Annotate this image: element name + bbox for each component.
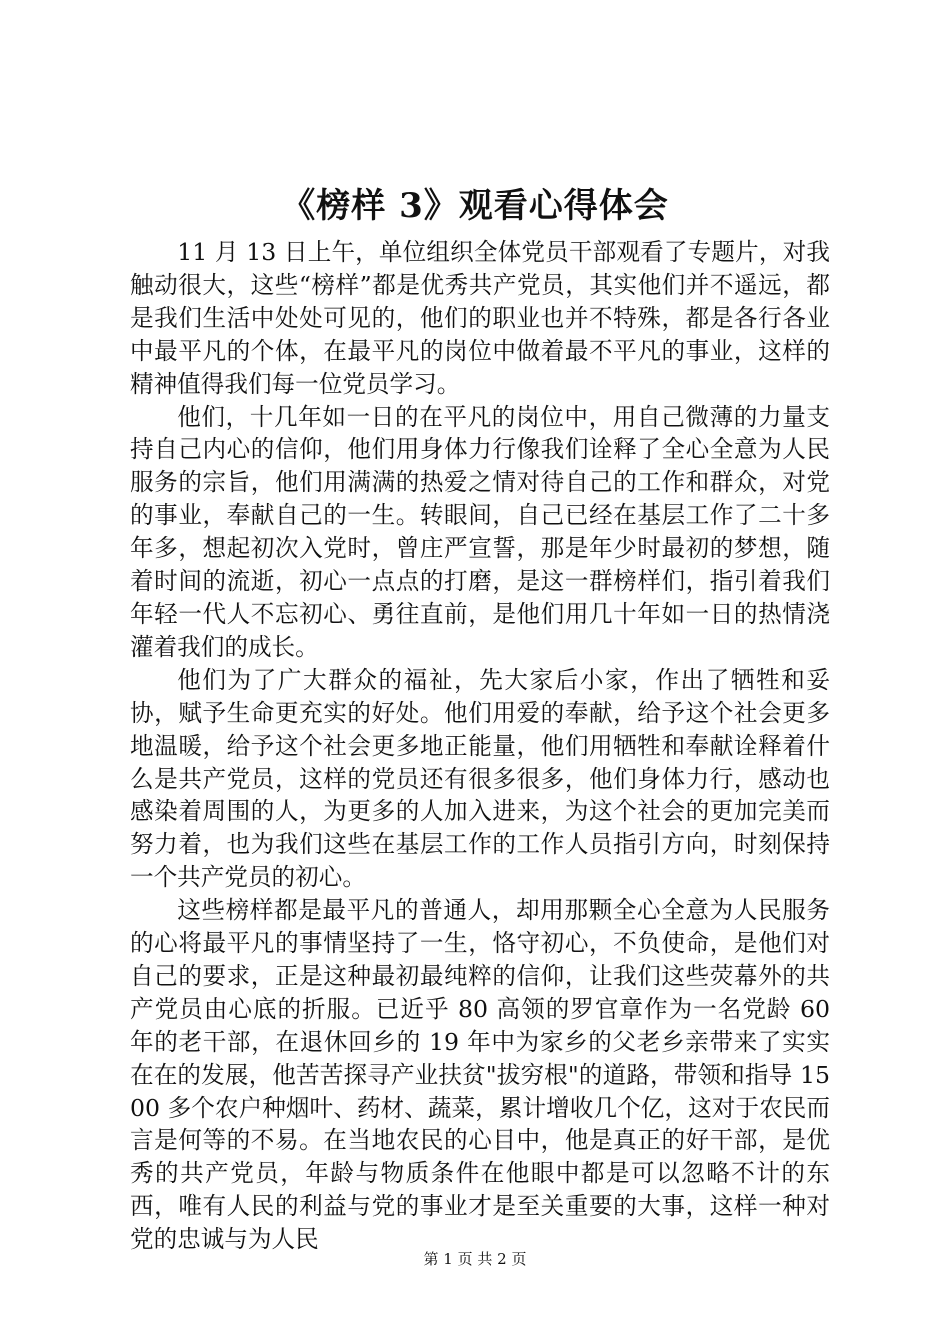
paragraph-4: 这些榜样都是最平凡的普通人，却用那颗全心全意为人民服务的心将最平凡的事情坚持了一生，恪守初心，不负使命，是他们对自己的要求，正是这种最初最纯粹的信仰，让我们这些荧幕外的共产党员由心底的折服。已近乎 80 高领的罗官章作为一名党龄 60 年的老干部，在退休回乡的 19 年中为家乡的父老乡亲带来了实实在在的发展，他苦苦探寻产业扶贫"拔穷根"的道路，带领和指导 1500 多个农户种烟叶、药材、蔬菜，累计增收几个亿，这对于农民而言是何等的不易。在当地农民的心目中，他是真正的好干部，是优秀的共产党员，年龄与物质条件在他眼中都是可以忽略不计的东西，唯有人民的利益与党的事业才是至关重要的大事，这样一种对党的忠诚与为人民 (130, 896, 830, 1254)
document-title: 《榜样 3》观看心得体会 (281, 186, 669, 226)
paragraph-3: 他们为了广大群众的福祉，先大家后小家，作出了牺牲和妥协，赋予生命更充实的好处。他们用爱的奉献，给予这个社会更多地温暖，给予这个社会更多地正能量，他们用牺牲和奉献诠释着什么是共产党员，这样的党员还有很多很多，他们身体力行，感动也感染着周围的人，为更多的人加入进来，为这个社会的更加完美而努力着，也为我们这些在基层工作的工作人员指引方向，时刻保持一个共产党员的初心。 (130, 665, 830, 892)
document-body (130, 236, 830, 1256)
paragraph-1: 11 月 13 日上午，单位组织全体党员干部观看了专题片，对我触动很大，这些“榜样”都是优秀共产党员，其实他们并不遥远，都是我们生活中处处可见的，他们的职业也并不特殊，都是各行各业中最平凡的个体，在最平凡的岗位中做着最不平凡的事业，这样的精神值得我们每一位党员学习。 (130, 238, 830, 398)
paragraph-2: 他们，十几年如一日的在平凡的岗位中，用自己微薄的力量支持自己内心的信仰，他们用身体力行像我们诠释了全心全意为人民服务的宗旨，他们用满满的热爱之情对待自己的工作和群众，对党的事业，奉献自己的一生。转眼间，自己已经在基层工作了二十多年多，想起初次入党时，曾庄严宣誓，那是年少时最初的梦想，随着时间的流逝，初心一点点的打磨，是这一群榜样们，指引着我们年轻一代人不忘初心、勇往直前，是他们用几十年如一日的热情浇灌着我们的成长。 (130, 402, 830, 661)
page-number-footer: 第 1 页 共 2 页 (423, 1250, 527, 1268)
